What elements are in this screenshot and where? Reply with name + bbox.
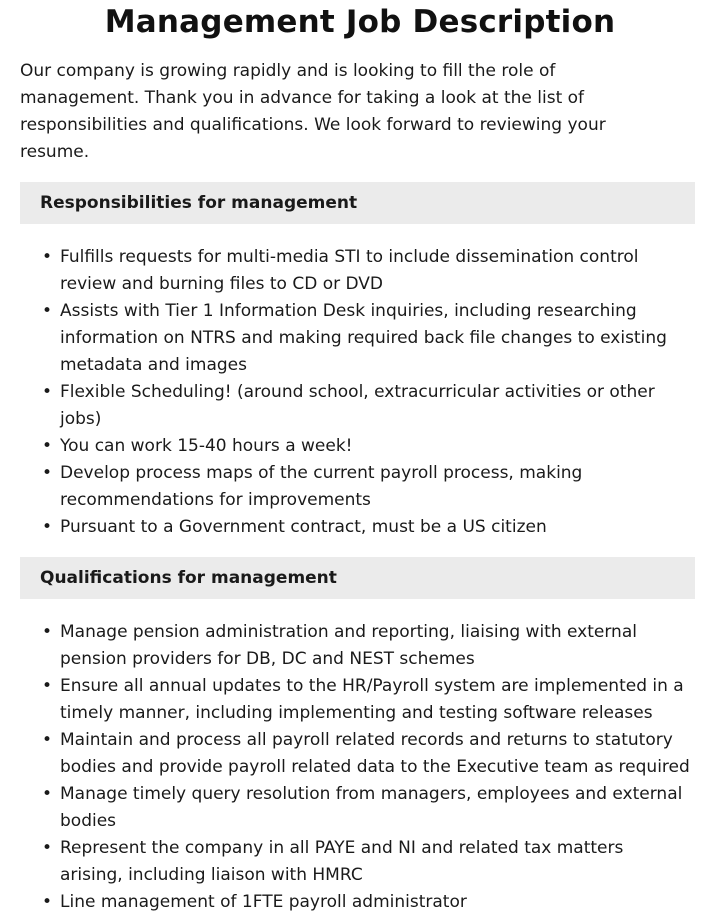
bullet-icon: •: [42, 622, 53, 642]
list-item-text: Manage timely query resolution from managers, employees and external bodies: [60, 784, 683, 831]
list-item-text: Manage pension administration and reporting, liaising with external pension providers for DB, DC and NEST schemes: [60, 622, 637, 669]
list-item-text: Assists with Tier 1 Information Desk inquiries, including researching information on NTRS and making required back file changes to existing metadata and images: [60, 301, 667, 375]
page-title: Management Job Description: [104, 4, 616, 40]
bullet-icon: •: [42, 838, 53, 858]
list-item-text: Pursuant to a Government contract, must be a US citizen: [60, 517, 547, 537]
list-item: [42, 673, 700, 727]
qualifications-list: [20, 619, 700, 916]
list-item: [42, 781, 700, 835]
list-item: [42, 244, 690, 298]
list-item: [42, 460, 690, 514]
bullet-icon: •: [42, 382, 53, 402]
list-item-text: Ensure all annual updates to the HR/Payroll system are implemented in a timely manner, including implementing and testing software releases: [60, 676, 684, 723]
list-item-text: You can work 15-40 hours a week!: [60, 436, 353, 456]
list-item-text: Represent the company in all PAYE and NI and related tax matters arising, including liaison with HMRC: [60, 838, 624, 885]
list-item-text: Develop process maps of the current payroll process, making recommendations for improvements: [60, 463, 583, 510]
bullet-icon: •: [42, 517, 53, 537]
list-item: [42, 889, 700, 916]
list-item-text: Fulfills requests for multi-media STI to include dissemination control review and burning files to CD or DVD: [60, 247, 639, 294]
list-item-text: Maintain and process all payroll related records and returns to statutory bodies and provide payroll related data to the Executive team as required: [60, 730, 690, 777]
qualifications-heading: Qualifications for management: [20, 557, 695, 599]
bullet-icon: •: [42, 301, 53, 321]
list-item: [42, 835, 700, 889]
list-item: [42, 619, 700, 673]
bullet-icon: •: [42, 676, 53, 696]
list-item: [42, 298, 690, 379]
bullet-icon: •: [42, 784, 53, 804]
list-item: [42, 379, 690, 433]
responsibilities-list: [20, 244, 700, 541]
bullet-icon: •: [42, 463, 53, 483]
list-item-text: Line management of 1FTE payroll administrator: [60, 892, 467, 912]
intro-paragraph: Our company is growing rapidly and is looking to fill the role of management. Thank you in advance for taking a look at the list of responsibilities and qualifications. We look forward to reviewing your resume.: [20, 61, 606, 162]
bullet-icon: •: [42, 892, 53, 912]
list-item-text: Flexible Scheduling! (around school, extracurricular activities or other jobs): [60, 382, 655, 429]
list-item: [42, 727, 700, 781]
responsibilities-heading: Responsibilities for management: [20, 182, 695, 224]
bullet-icon: •: [42, 247, 53, 267]
list-item: [42, 514, 690, 541]
list-item: [42, 433, 690, 460]
bullet-icon: •: [42, 436, 53, 456]
bullet-icon: •: [42, 730, 53, 750]
